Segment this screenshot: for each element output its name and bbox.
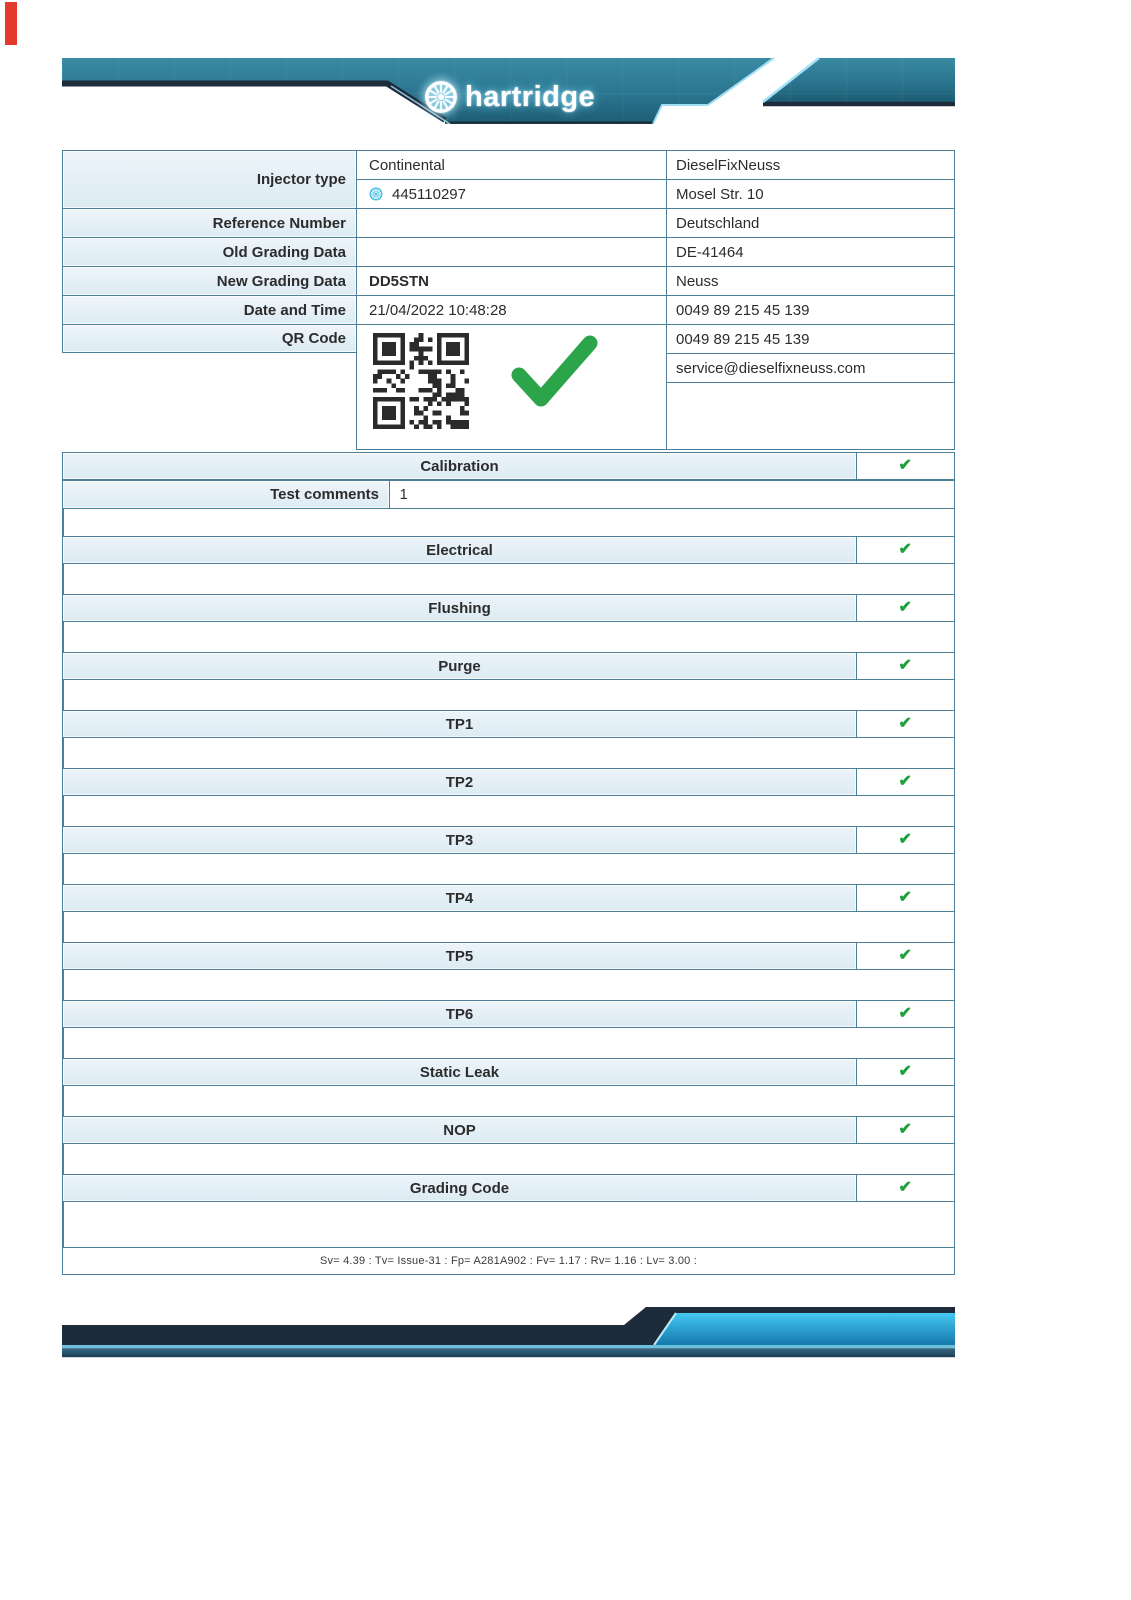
test-section-header [62, 452, 857, 480]
customer-name: DieselFixNeuss [666, 150, 955, 179]
version-line: Sv= 4.39 : Tv= Issue-31 : Fp= A281A902 : Fv= 1.17 : Rv= 1.16 : Lv= 3.00 : [62, 1247, 955, 1275]
test-section-status [856, 536, 956, 564]
customer-country: Deutschland [666, 208, 955, 237]
customer-empty-cell [666, 382, 955, 450]
label-date-and-time: Date and Time [62, 295, 356, 324]
customer-phone: 0049 89 215 45 139 [666, 295, 955, 324]
test-section-label: Purge [438, 657, 481, 675]
test-section-label: Static Leak [419, 1063, 500, 1081]
test-section-row [62, 768, 955, 796]
hartridge-logo [424, 77, 595, 117]
test-section-row [62, 1058, 955, 1086]
check-icon: ✔ [898, 1121, 912, 1138]
test-section-label: TP3 [445, 831, 474, 849]
test-section-row [62, 884, 955, 912]
customer-city: Neuss [666, 266, 955, 295]
test-section-label: Grading Code [409, 1179, 510, 1197]
test-comments-value: 1 [389, 480, 956, 509]
test-section-status [856, 826, 956, 854]
test-section-row [62, 710, 955, 738]
red-corner-mark [5, 2, 17, 45]
test-section-status [856, 1174, 956, 1202]
test-section-header [62, 710, 857, 738]
test-section-header [62, 1174, 857, 1202]
test-section-label: Electrical [426, 541, 493, 559]
test-comments-row [62, 480, 955, 509]
test-section-status [856, 768, 956, 796]
test-section-label: NOP [443, 1121, 476, 1139]
test-section-header [62, 768, 857, 796]
test-section-label: TP6 [445, 1005, 474, 1023]
value-date-and-time: 21/04/2022 10:48:28 [356, 295, 666, 324]
customer-phone-2: 0049 89 215 45 139 [666, 324, 955, 353]
value-injector-serial: 445110297 [356, 179, 666, 208]
value-old-grading-data [356, 237, 666, 266]
test-section-header [62, 652, 857, 680]
injector-info-table [62, 150, 955, 450]
test-section-header [62, 1000, 857, 1028]
customer-email: service@dieselfixneuss.com [666, 353, 955, 382]
customer-postcode: DE-41464 [666, 237, 955, 266]
test-comments-label: Test comments [62, 480, 390, 509]
test-section-row [62, 826, 955, 854]
test-section-header [62, 536, 857, 564]
wheel-icon [424, 80, 458, 114]
test-section-status [856, 884, 956, 912]
test-section-label: TP2 [445, 773, 474, 791]
wheel-icon [369, 187, 383, 201]
test-section-row [62, 942, 955, 970]
label-new-grading-data: New Grading Data [62, 266, 356, 295]
test-section-header [62, 1058, 857, 1086]
check-icon: ✔ [898, 1063, 912, 1080]
test-section-label: TP5 [445, 947, 474, 965]
qr-cell [356, 324, 666, 450]
test-section-status [856, 1000, 956, 1028]
test-section-row [62, 1000, 955, 1028]
check-icon: ✔ [898, 599, 912, 616]
value-injector-make: Continental [356, 150, 666, 179]
test-section-label: Calibration [420, 457, 499, 475]
pass-check-icon [507, 333, 602, 411]
check-icon: ✔ [898, 773, 912, 790]
test-section-status [856, 1058, 956, 1086]
label-injector-type: Injector type [62, 150, 356, 208]
version-row [62, 1247, 955, 1275]
test-section-status [856, 1116, 956, 1144]
test-section-row [62, 1116, 955, 1144]
check-icon: ✔ [898, 715, 912, 732]
test-section-status [856, 942, 956, 970]
label-reference-number: Reference Number [62, 208, 356, 237]
footer-banner-graphic [62, 1300, 955, 1358]
check-icon: ✔ [898, 457, 912, 474]
test-section-header [62, 942, 857, 970]
check-icon: ✔ [898, 657, 912, 674]
test-section-row [62, 536, 955, 564]
table-edge-left [62, 452, 64, 1275]
test-section-header [62, 1116, 857, 1144]
test-results-table [62, 452, 955, 1275]
check-icon: ✔ [898, 831, 912, 848]
test-section-row [62, 1174, 955, 1202]
footer-banner [62, 1300, 955, 1358]
header-banner [62, 55, 955, 127]
test-section-status [856, 594, 956, 622]
check-icon: ✔ [898, 947, 912, 964]
brand-name: hartridge [465, 80, 596, 113]
test-section-row [62, 652, 955, 680]
test-section-row [62, 452, 955, 480]
label-old-grading-data: Old Grading Data [62, 237, 356, 266]
check-icon: ✔ [898, 1005, 912, 1022]
check-icon: ✔ [898, 889, 912, 906]
test-section-label: Flushing [428, 599, 491, 617]
table-edge-right [954, 452, 956, 1275]
test-section-header [62, 884, 857, 912]
test-section-row [62, 594, 955, 622]
test-section-status [856, 452, 956, 480]
customer-street: Mosel Str. 10 [666, 179, 955, 208]
value-reference-number [356, 208, 666, 237]
test-section-header [62, 826, 857, 854]
test-section-header [62, 594, 857, 622]
test-section-label: TP1 [445, 715, 474, 733]
label-qr-code: QR Code [62, 324, 356, 353]
qr-code [373, 333, 469, 429]
check-icon: ✔ [898, 541, 912, 558]
test-section-status [856, 710, 956, 738]
check-icon: ✔ [898, 1179, 912, 1196]
test-section-status [856, 652, 956, 680]
test-section-label: TP4 [445, 889, 474, 907]
value-new-grading-data: DD5STN [356, 266, 666, 295]
